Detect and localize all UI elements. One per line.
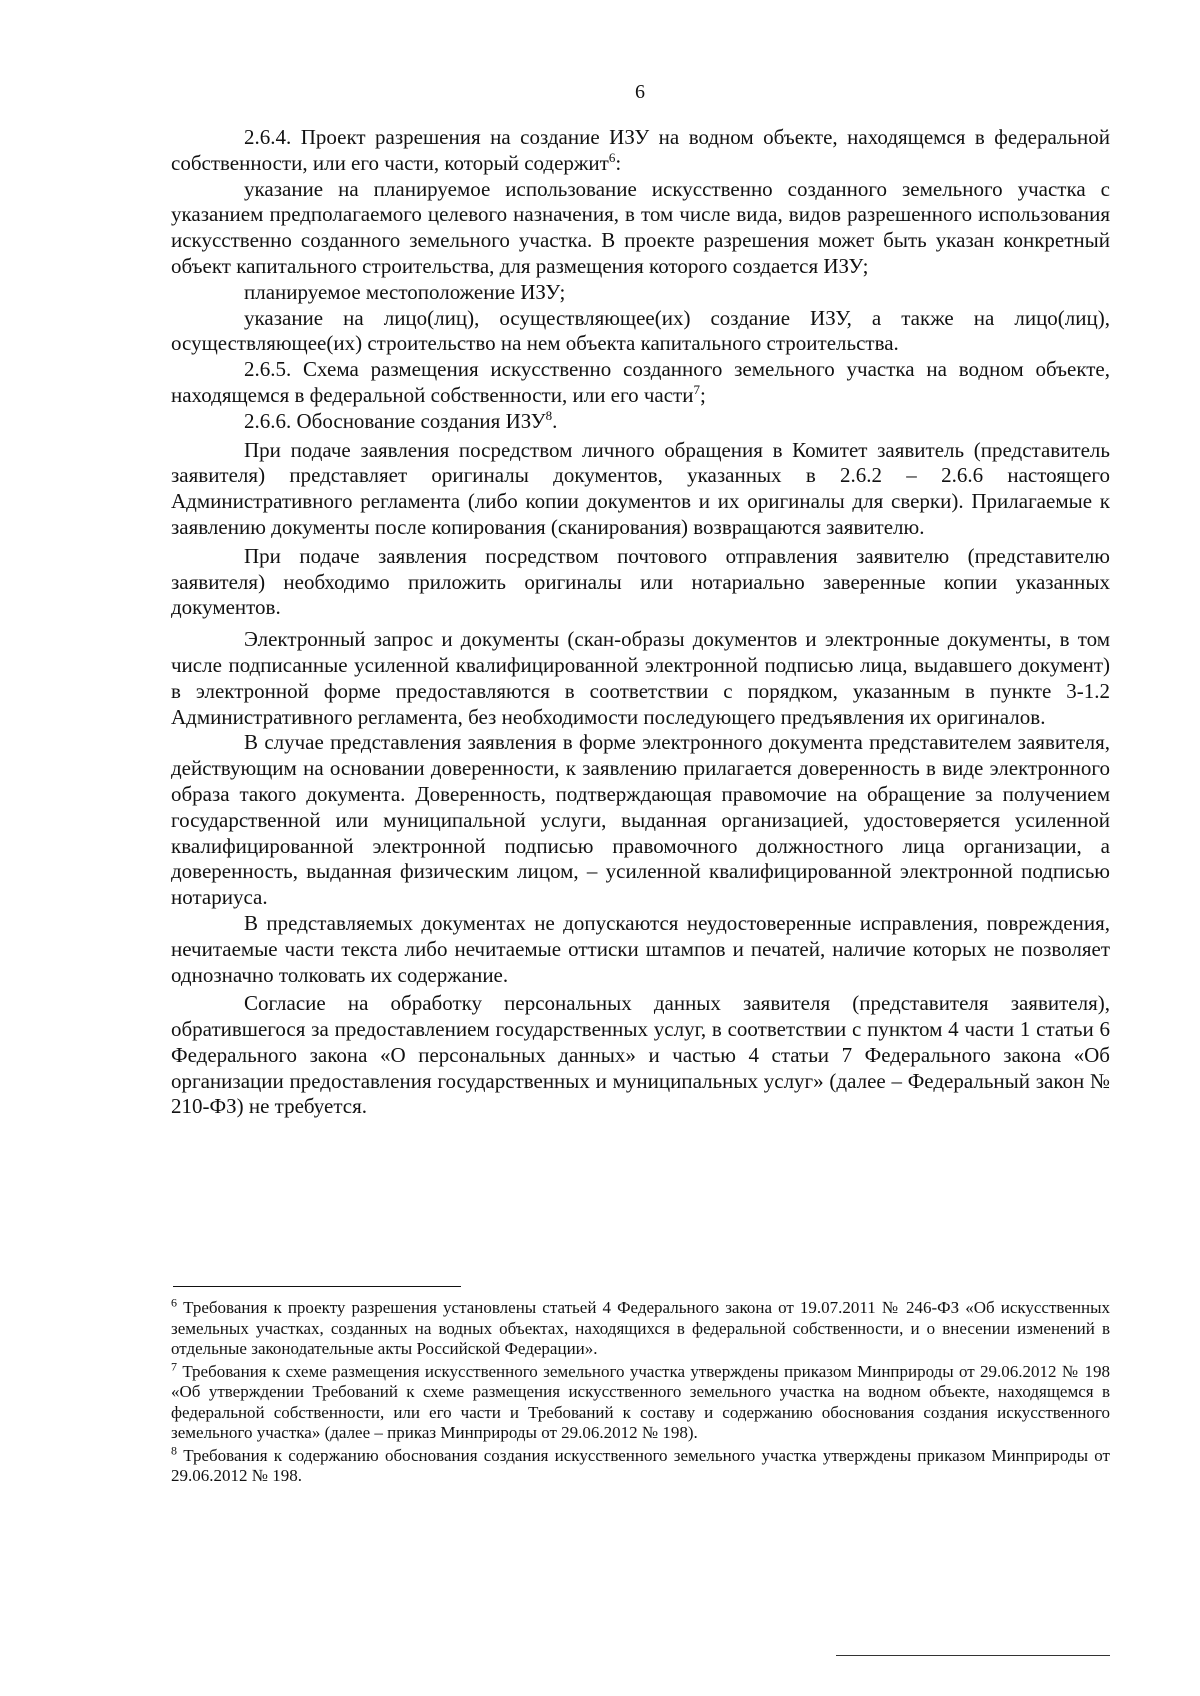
main-text (171, 125, 1110, 1120)
paragraph-2-6-6: 2.6.6. Обоснование создания ИЗУ$^8$. (244, 407, 558, 433)
paragraph-personal-submission: При подаче заявления посредством личного обращения в Комитет заявитель (представитель заявителя) представляет оригиналы документов, указанных в 2.6.2 – 2.6.6 настоящего Административного регламента (либо копии документов и их оригиналы для сверки). Прилагаемые к заявлению документы после копирования (сканирования) возвращаются заявителю. (171, 437, 1110, 539)
footnote-8: $^8$ Требования к содержанию обоснования создания искусственного земельного участка утверждены приказом Минприроды от 29.06.2012 № 198. (171, 1442, 1110, 1485)
footnotes (171, 1295, 1110, 1489)
paragraph-planned-use: указание на планируемое использование искусственно созданного земельного участка с указанием предполагаемого целевого назначения, в том числе вида, видов разрешенного использования искусственно созданного земельного участка. В проекте разрешения может быть указан конкретный объект капитального строительства, для размещения которого создается ИЗУ; (171, 176, 1110, 278)
footnote-7: $^7$ Требования к схеме размещения искусственного земельного участка утверждены приказом Минприроды от 29.06.2012 № 198 «Об утверждении Требований к схеме размещения искусственного земельного участка на водном объекте, находящемся в федеральной собственности, или его части и Требований к составу и содержанию обоснования создания искусственного земельного участка» (далее – приказ Минприроды от 29.06.2012 № 198). (171, 1358, 1110, 1442)
footnote-mark: 8 (171, 1442, 177, 1457)
footnote-mark: 7 (171, 1358, 177, 1373)
paragraph-postal-submission: При подаче заявления посредством почтового отправления заявителю (представителю заявителя) необходимо приложить оригиналы или нотариально заверенные копии указанных документов. (171, 543, 1110, 620)
footnote-6: $^6$ Требования к проекту разрешения установлены статьей 4 Федерального закона от 19.07.2011 № 246-ФЗ «Об искусственных земельных участках, созданных на водных объектах, находящихся в федеральной собственности, и о внесении изменений в отдельные законодательные акты Российской Федерации». (171, 1295, 1110, 1358)
paragraph-electronic-request: Электронный запрос и документы (скан-образы документов и электронные документы, в том числе подписанные усиленной квалифицированной электронной подписью лица, выдавшего документ) в электронной форме предоставляются в соответствии с порядком, указанным в пункте 3-1.2 Административного регламента, без необходимости последующего предъявления их оригиналов. (171, 627, 1110, 729)
footnote-separator (173, 1286, 461, 1287)
paragraph-power-of-attorney: В случае представления заявления в форме электронного документа представителем заявителя, действующим на основании доверенности, к заявлению прилагается доверенность в виде электронного образа такого документа. Доверенность, подтверждающая правомочие на обращение за получением государственной или муниципальной услуги, выданная организацией, удостоверяется усиленной квалифицированной электронной подписью правомочного должностного лица организации, а доверенность, выданная физическим лицом, – усиленной квалифицированной электронной подписью нотариуса. (171, 730, 1110, 910)
paragraph-2-6-5: 2.6.5. Схема размещения искусственно созданного земельного участка на водном объекте, находящемся в федеральной собственности, или его части$^7$; (171, 357, 1110, 407)
paragraph-2-6-4: 2.6.4. Проект разрешения на создание ИЗУ на водном объекте, находящемся в федеральной собственности, или его части, который содержит$^6$: (171, 125, 1110, 175)
footnote-ref-7[interactable]: 7 (693, 381, 700, 397)
footnote-mark: 6 (171, 1295, 177, 1310)
paragraph-planned-location: планируемое местоположение ИЗУ; (244, 279, 566, 304)
footnote-ref-6[interactable]: 6 (608, 149, 616, 165)
page-number: 6 (635, 81, 645, 103)
bottom-divider (836, 1655, 1110, 1656)
paragraph-responsible-persons: указание на лицо(лиц), осуществляющее(их) создание ИЗУ, а также на лицо(лиц), осуществляющее(их) строительство на нем объекта капитального строительства. (171, 305, 1110, 356)
paragraph-document-requirements: В представляемых документах не допускаются неудостоверенные исправления, повреждения, нечитаемые части текста либо нечитаемые оттиски штампов и печатей, наличие которых не позволяет однозначно толковать их содержание. (171, 910, 1110, 987)
footnote-ref-8[interactable]: 8 (545, 407, 553, 423)
paragraph-personal-data-consent: Согласие на обработку персональных данных заявителя (представителя заявителя), обратившегося за предоставлением государственных услуг, в соответствии с пунктом 4 части 1 статьи 6 Федерального закона «О персональных данных» и частью 4 статьи 7 Федерального закона «Об организации предоставления государственных и муниципальных услуг» (далее – Федеральный закон № 210-ФЗ) не требуется. (171, 991, 1110, 1119)
